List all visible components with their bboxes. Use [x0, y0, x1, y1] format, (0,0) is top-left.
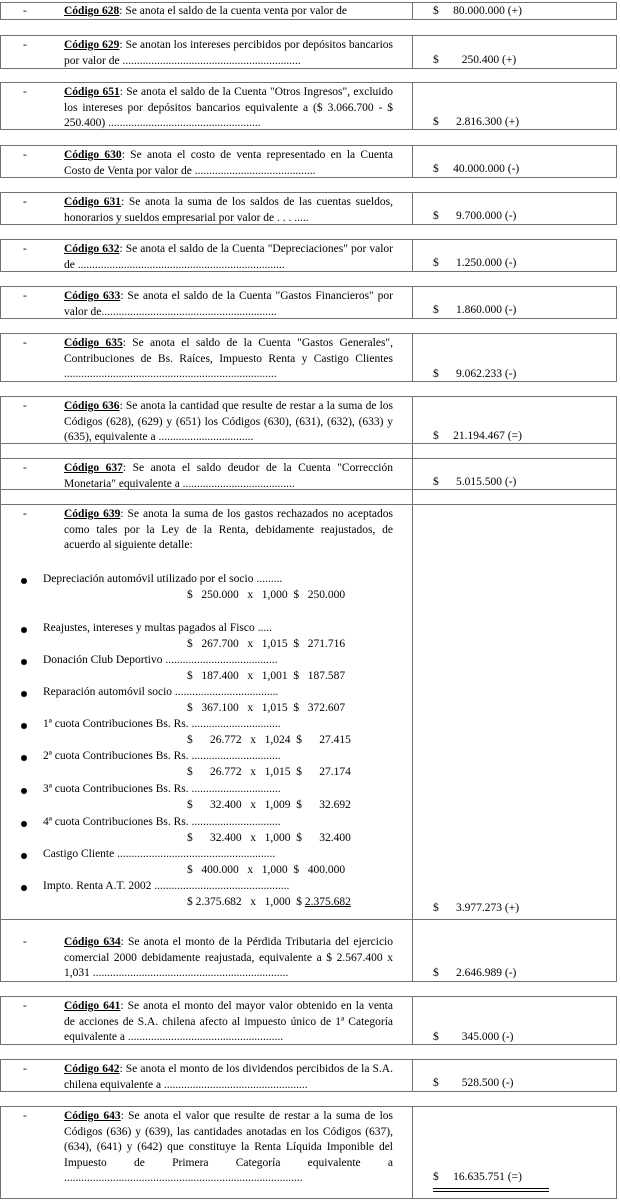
detail-calc: $ 400.000 x 1,000 $ 400.000	[187, 864, 346, 876]
detail-calc: $ 26.772 x 1,024 $ 27.415	[187, 734, 351, 746]
detail-label: Castigo Cliente .......................................................	[43, 848, 276, 860]
row-description	[64, 399, 393, 446]
row-amount: $ 9.062.233 (-)	[433, 368, 517, 380]
row-description	[64, 999, 393, 1046]
dash-marker: -	[23, 196, 27, 208]
bullet-icon	[21, 885, 27, 891]
table-row	[0, 239, 617, 272]
table-row	[0, 1059, 617, 1092]
row-amount: $ 9.700.000 (-)	[433, 210, 517, 222]
row-description	[64, 507, 393, 554]
table-row	[0, 192, 617, 225]
code-label: Código 630	[64, 149, 122, 161]
row-text: : Se anota el costo de venta representado en la Cuenta Costo de Venta por valor de ..........................................	[64, 149, 393, 177]
row-text: : Se anota el saldo de la Cuenta "Gastos Financieros" por valor de.............................................................	[64, 290, 393, 318]
detail-label: Reajustes, intereses y multas pagados al Fisco .....	[43, 622, 273, 634]
row-amount: $ 80.000.000 (+)	[433, 5, 522, 17]
row-amount: $ 16.635.751 (=)	[433, 1171, 522, 1183]
row-description	[64, 1109, 393, 1187]
code-label: Código 636	[64, 400, 120, 412]
code-label: Código 643	[64, 1110, 121, 1122]
detail-calc: $ 250.000 x 1,000 $ 250.000	[187, 589, 346, 601]
dash-marker: -	[23, 462, 27, 474]
row-amount: $ 5.015.500 (-)	[433, 476, 517, 488]
dash-marker: -	[23, 1110, 27, 1122]
bullet-icon	[21, 788, 27, 794]
row-amount: $ 40.000.000 (-)	[433, 163, 520, 175]
bullet-icon	[21, 821, 27, 827]
row-text: : Se anota el saldo deudor de la Cuenta "Corrección Monetaria" equivalente a .......................................	[64, 462, 393, 490]
detail-calc: $ 267.700 x 1,015 $ 271.716	[187, 638, 346, 650]
dash-marker: -	[23, 149, 27, 161]
code-label: Código 632	[64, 243, 120, 255]
detail-label: Impto. Renta A.T. 2002 ...............................................	[43, 880, 290, 892]
row-amount: $ 2.816.300 (+)	[433, 116, 520, 128]
detail-label: 2ª cuota Contribuciones Bs. Rs. ...............................	[43, 750, 281, 762]
row-description	[64, 195, 393, 226]
row-text: : Se anota el saldo de la Cuenta "Otros Ingresos", excluido los intereses por depósitos bancarios equivalente a ($ 3.066.700 - $ 250.400) .....................................................	[64, 86, 393, 130]
table-row	[0, 145, 617, 178]
dash-marker: -	[23, 936, 27, 948]
row-amount: $ 1.250.000 (-)	[433, 257, 517, 269]
row-text: : Se anotan los intereses percibidos por depósitos bancarios por valor de ..............................................................	[64, 39, 393, 67]
code-label: Código 651	[64, 86, 120, 98]
bullet-icon	[21, 578, 27, 584]
dash-marker: -	[23, 39, 27, 51]
code-label: Código 633	[64, 290, 121, 302]
detail-calc-factor: $ 2.375.682 x 1,000 $	[187, 896, 305, 908]
row-text: : Se anota el saldo de la Cuenta "Gastos Generales", Contribuciones de Bs. Raíces, Impuesto Renta y Castigo Clientes ..........................................................................	[64, 337, 393, 381]
row-amount: $ 528.500 (-)	[433, 1077, 514, 1089]
dash-marker: -	[23, 337, 27, 349]
table-row	[0, 919, 617, 982]
row-description	[64, 148, 393, 179]
table-row	[0, 396, 617, 459]
code-label: Código 628	[64, 5, 120, 17]
row-amount: $ 2.646.989 (-)	[433, 967, 517, 979]
row-description	[64, 935, 393, 982]
row-text: : Se anota el valor que resulte de restar a la suma de los Códigos (636) y (639), las cantidades anotadas en los Códigos (637), (634), (641) y (642) que constituye la Renta Líquida Imponible del Impuesto de Primera Categoría equivalente a ...................................................................................	[64, 1110, 393, 1185]
dash-marker: -	[23, 400, 27, 412]
table-row	[0, 996, 617, 1045]
row-amount: $ 1.860.000 (-)	[433, 304, 517, 316]
dash-marker: -	[23, 290, 27, 302]
detail-label: Reparación automóvil socio ....................................	[43, 686, 279, 698]
bullet-icon	[21, 659, 27, 665]
detail-calc	[187, 895, 351, 911]
row-description	[64, 461, 393, 492]
table-row	[0, 82, 617, 130]
detail-calc: $ 367.100 x 1,015 $ 372.607	[187, 702, 346, 714]
row-text: : Se anota la suma de los saldos de las cuentas sueldos, honorarios y sueldos empresarial por valor de . . . .....	[64, 196, 393, 224]
row-text: : Se anota el saldo de la cuenta venta por valor de	[119, 5, 347, 17]
table-row	[0, 286, 617, 319]
row-description	[64, 336, 393, 383]
table-row	[0, 504, 617, 920]
row-text: : Se anota la cantidad que resulte de restar a la suma de los Códigos (628), (629) y (651) los Códigos (630), (631), (632), (633) y (635), equivalente a .................................	[64, 400, 393, 444]
bullet-icon	[21, 691, 27, 697]
table-row	[0, 1106, 617, 1199]
detail-label: Donación Club Deportivo .......................................	[43, 654, 278, 666]
detail-calc-total: 2.375.682	[304, 896, 351, 908]
detail-label: 4ª cuota Contribuciones Bs. Rs. ...............................	[43, 816, 281, 828]
row-text: : Se anota el monto del mayor valor obtenido en la venta de acciones de S.A. chilena afecto al impuesto único de 1ª Categoría equivalente a ......................................................	[64, 1000, 393, 1044]
table-row	[0, 333, 617, 382]
row-description	[64, 242, 393, 273]
detail-calc: $ 187.400 x 1,001 $ 187.587	[187, 670, 346, 682]
code-label: Código 634	[64, 936, 121, 948]
row-text: : Se anota el saldo de la Cuenta "Depreciaciones" por valor de ........................................................................	[64, 243, 394, 271]
table-row	[0, 35, 617, 69]
detail-label: 3ª cuota Contribuciones Bs. Rs. ...............................	[43, 783, 281, 795]
detail-label: Depreciación automóvil utilizado por el socio .........	[43, 573, 283, 585]
table-row	[0, 458, 617, 505]
row-amount: $ 3.977.273 (+)	[433, 902, 520, 914]
dash-marker: -	[23, 508, 27, 520]
detail-calc: $ 26.772 x 1,015 $ 27.174	[187, 766, 351, 778]
row-description	[64, 4, 393, 20]
dash-marker: -	[23, 243, 27, 255]
row-text: : Se anota el monto de los dividendos percibidos de la S.A. chilena equivalente a ..................................................	[64, 1063, 393, 1091]
code-label: Código 629	[64, 39, 120, 51]
detail-calc: $ 32.400 x 1,000 $ 32.400	[187, 832, 351, 844]
code-label: Código 635	[64, 337, 123, 349]
row-description	[64, 289, 393, 320]
detail-calc: $ 32.400 x 1,009 $ 32.692	[187, 799, 351, 811]
double-underline	[433, 1191, 549, 1192]
table-row	[0, 2, 617, 20]
bullet-icon	[21, 627, 27, 633]
code-label: Código 637	[64, 462, 123, 474]
dash-marker: -	[23, 5, 27, 17]
code-label: Código 641	[64, 1000, 121, 1012]
detail-label: 1ª cuota Contribuciones Bs. Rs. ...............................	[43, 718, 281, 730]
dash-marker: -	[23, 1063, 27, 1075]
row-amount: $ 21.194.467 (=)	[433, 430, 522, 442]
row-text: : Se anota la suma de los gastos rechazados no aceptados como tales por la Ley de la Renta, debidamente reajustados, de acuerdo al siguiente detalle:	[64, 508, 393, 552]
code-label: Código 642	[64, 1063, 120, 1075]
bullet-icon	[21, 755, 27, 761]
bullet-icon	[21, 723, 27, 729]
dash-marker: -	[23, 1000, 27, 1012]
row-description	[64, 38, 393, 69]
row-amount: $ 250.400 (+)	[433, 54, 517, 66]
row-amount: $ 345.000 (-)	[433, 1031, 514, 1043]
code-label: Código 639	[64, 508, 121, 520]
double-underline	[433, 1188, 549, 1189]
row-description	[64, 85, 393, 132]
row-text: : Se anota el monto de la Pérdida Tributaria del ejercicio comercial 2000 debidamente reajustada, equivalente a $ 2.567.400 x 1,031 ....................................................................	[64, 936, 393, 980]
bullet-icon	[21, 853, 27, 859]
row-description	[64, 1062, 393, 1093]
dash-marker: -	[23, 86, 27, 98]
code-label: Código 631	[64, 196, 122, 208]
